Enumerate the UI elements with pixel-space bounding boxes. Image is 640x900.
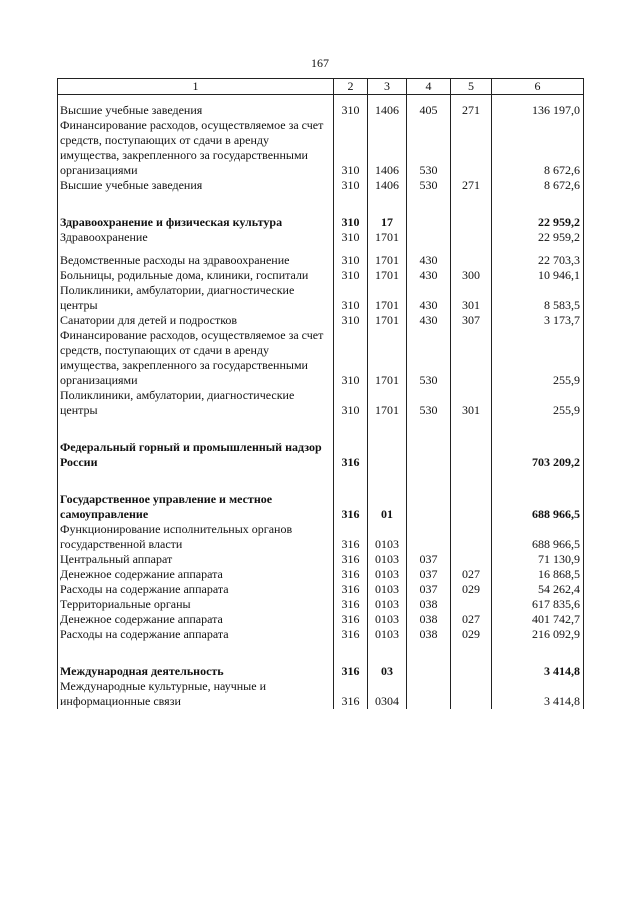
code-col-5 <box>451 597 492 612</box>
code-col-3: 1701 <box>368 253 407 268</box>
code-col-4: 037 <box>407 552 451 567</box>
code-col-2: 310 <box>334 388 368 418</box>
amount: 16 868,5 <box>492 567 584 582</box>
spacer-cell <box>492 95 584 104</box>
spacer-row <box>58 418 584 440</box>
header-col-4: 4 <box>407 79 451 95</box>
table-row <box>58 627 584 642</box>
code-col-2: 310 <box>334 328 368 388</box>
code-col-5 <box>451 522 492 552</box>
amount: 22 703,3 <box>492 253 584 268</box>
item-name: Международная деятельность <box>58 664 334 679</box>
spacer-cell <box>58 193 334 215</box>
code-col-2: 310 <box>334 253 368 268</box>
code-col-2: 316 <box>334 567 368 582</box>
code-col-2: 310 <box>334 118 368 178</box>
amount: 688 966,5 <box>492 522 584 552</box>
spacer-cell <box>334 418 368 440</box>
code-col-3 <box>368 440 407 470</box>
table-row <box>58 283 584 313</box>
table-row <box>58 522 584 552</box>
header-col-2: 2 <box>334 79 368 95</box>
code-col-4 <box>407 664 451 679</box>
code-col-4: 037 <box>407 567 451 582</box>
code-col-5: 301 <box>451 388 492 418</box>
code-col-4: 038 <box>407 627 451 642</box>
spacer-cell <box>334 245 368 253</box>
amount: 10 946,1 <box>492 268 584 283</box>
code-col-4 <box>407 440 451 470</box>
code-col-5 <box>451 253 492 268</box>
code-col-2: 316 <box>334 582 368 597</box>
spacer-cell <box>451 418 492 440</box>
code-col-5 <box>451 118 492 178</box>
code-col-2: 310 <box>334 268 368 283</box>
spacer-cell <box>407 95 451 104</box>
code-col-3: 0103 <box>368 612 407 627</box>
code-col-2: 310 <box>334 103 368 118</box>
code-col-4: 037 <box>407 582 451 597</box>
amount: 688 966,5 <box>492 492 584 522</box>
code-col-2: 310 <box>334 215 368 230</box>
code-col-5 <box>451 230 492 245</box>
item-name: Больницы, родильные дома, клиники, госпитали <box>58 268 334 283</box>
code-col-2: 316 <box>334 679 368 709</box>
item-name: Расходы на содержание аппарата <box>58 627 334 642</box>
amount: 216 092,9 <box>492 627 584 642</box>
amount: 255,9 <box>492 388 584 418</box>
table-row <box>58 313 584 328</box>
spacer-cell <box>492 642 584 664</box>
code-col-4 <box>407 215 451 230</box>
code-col-2: 310 <box>334 178 368 193</box>
item-name: Федеральный горный и промышленный надзор России <box>58 440 334 470</box>
spacer-cell <box>407 418 451 440</box>
budget-table-container <box>57 78 583 709</box>
code-col-3: 0103 <box>368 627 407 642</box>
code-col-5: 307 <box>451 313 492 328</box>
item-name: Здравоохранение <box>58 230 334 245</box>
code-col-5: 027 <box>451 567 492 582</box>
code-col-4 <box>407 522 451 552</box>
header-col-5: 5 <box>451 79 492 95</box>
spacer-cell <box>451 470 492 492</box>
code-col-4 <box>407 679 451 709</box>
item-name: Финансирование расходов, осуществляемое за счет средств, поступающих от сдачи в аренду имущества, закрепленного за государственными организациями <box>58 118 334 178</box>
budget-table <box>57 78 584 709</box>
code-col-2: 316 <box>334 597 368 612</box>
item-name: Денежное содержание аппарата <box>58 612 334 627</box>
code-col-5 <box>451 552 492 567</box>
amount: 136 197,0 <box>492 103 584 118</box>
table-row <box>58 552 584 567</box>
code-col-5 <box>451 328 492 388</box>
spacer-cell <box>58 95 334 104</box>
item-name: Поликлиники, амбулатории, диагностические центры <box>58 388 334 418</box>
amount: 8 583,5 <box>492 283 584 313</box>
spacer-cell <box>58 245 334 253</box>
code-col-3: 0103 <box>368 567 407 582</box>
spacer-cell <box>58 418 334 440</box>
spacer-cell <box>368 245 407 253</box>
table-row <box>58 664 584 679</box>
spacer-cell <box>334 470 368 492</box>
amount: 22 959,2 <box>492 215 584 230</box>
spacer-cell <box>58 470 334 492</box>
code-col-5: 271 <box>451 178 492 193</box>
spacer-cell <box>492 418 584 440</box>
spacer-row <box>58 193 584 215</box>
code-col-3: 1701 <box>368 388 407 418</box>
code-col-2: 310 <box>334 313 368 328</box>
code-col-4: 530 <box>407 178 451 193</box>
code-col-2: 310 <box>334 230 368 245</box>
table-row <box>58 582 584 597</box>
item-name: Расходы на содержание аппарата <box>58 582 334 597</box>
spacer-cell <box>58 642 334 664</box>
code-col-3: 1701 <box>368 328 407 388</box>
item-name: Денежное содержание аппарата <box>58 567 334 582</box>
code-col-3: 1701 <box>368 313 407 328</box>
item-name: Территориальные органы <box>58 597 334 612</box>
spacer-cell <box>334 95 368 104</box>
item-name: Высшие учебные заведения <box>58 178 334 193</box>
header-col-3: 3 <box>368 79 407 95</box>
table-row <box>58 388 584 418</box>
code-col-5: 029 <box>451 627 492 642</box>
table-row <box>58 597 584 612</box>
code-col-5: 301 <box>451 283 492 313</box>
amount: 3 414,8 <box>492 664 584 679</box>
code-col-2: 310 <box>334 283 368 313</box>
code-col-4: 430 <box>407 313 451 328</box>
code-col-5: 271 <box>451 103 492 118</box>
table-row <box>58 230 584 245</box>
item-name: Государственное управление и местное самоуправление <box>58 492 334 522</box>
header-col-1: 1 <box>58 79 334 95</box>
spacer-cell <box>492 193 584 215</box>
amount: 3 414,8 <box>492 679 584 709</box>
code-col-5 <box>451 440 492 470</box>
spacer-cell <box>492 470 584 492</box>
code-col-4: 405 <box>407 103 451 118</box>
code-col-3: 1701 <box>368 283 407 313</box>
item-name: Центральный аппарат <box>58 552 334 567</box>
code-col-4: 530 <box>407 328 451 388</box>
amount: 71 130,9 <box>492 552 584 567</box>
code-col-4: 430 <box>407 283 451 313</box>
code-col-5: 300 <box>451 268 492 283</box>
code-col-4: 038 <box>407 612 451 627</box>
code-col-4: 430 <box>407 253 451 268</box>
amount: 22 959,2 <box>492 230 584 245</box>
amount: 8 672,6 <box>492 178 584 193</box>
table-row <box>58 679 584 709</box>
code-col-3: 0103 <box>368 522 407 552</box>
spacer-row <box>58 245 584 253</box>
code-col-3: 0103 <box>368 582 407 597</box>
spacer-cell <box>407 245 451 253</box>
spacer-cell <box>368 95 407 104</box>
amount: 617 835,6 <box>492 597 584 612</box>
code-col-3: 1406 <box>368 118 407 178</box>
code-col-2: 316 <box>334 664 368 679</box>
item-name: Ведомственные расходы на здравоохранение <box>58 253 334 268</box>
code-col-2: 316 <box>334 612 368 627</box>
spacer-cell <box>451 245 492 253</box>
amount: 401 742,7 <box>492 612 584 627</box>
code-col-3: 1701 <box>368 268 407 283</box>
code-col-2: 316 <box>334 627 368 642</box>
table-row <box>58 492 584 522</box>
spacer-cell <box>334 642 368 664</box>
code-col-5 <box>451 664 492 679</box>
code-col-4: 530 <box>407 118 451 178</box>
amount: 255,9 <box>492 328 584 388</box>
table-body <box>58 95 584 710</box>
header-col-6: 6 <box>492 79 584 95</box>
item-name: Международные культурные, научные и информационные связи <box>58 679 334 709</box>
spacer-row <box>58 95 584 104</box>
spacer-cell <box>451 193 492 215</box>
code-col-2: 316 <box>334 440 368 470</box>
table-row <box>58 178 584 193</box>
table-row <box>58 215 584 230</box>
code-col-4: 038 <box>407 597 451 612</box>
item-name: Здравоохранение и физическая культура <box>58 215 334 230</box>
code-col-3: 1406 <box>368 103 407 118</box>
page-number: 167 <box>311 56 329 70</box>
code-col-3: 0103 <box>368 552 407 567</box>
table-row <box>58 440 584 470</box>
spacer-cell <box>368 418 407 440</box>
code-col-2: 316 <box>334 492 368 522</box>
code-col-3: 0103 <box>368 597 407 612</box>
code-col-5 <box>451 679 492 709</box>
code-col-5: 027 <box>451 612 492 627</box>
code-col-2: 316 <box>334 522 368 552</box>
item-name: Функционирование исполнительных органов государственной власти <box>58 522 334 552</box>
amount: 3 173,7 <box>492 313 584 328</box>
code-col-3: 01 <box>368 492 407 522</box>
spacer-cell <box>407 470 451 492</box>
spacer-cell <box>334 193 368 215</box>
spacer-cell <box>407 642 451 664</box>
spacer-cell <box>451 95 492 104</box>
amount: 54 262,4 <box>492 582 584 597</box>
item-name: Высшие учебные заведения <box>58 103 334 118</box>
spacer-cell <box>451 642 492 664</box>
spacer-cell <box>368 642 407 664</box>
item-name: Санатории для детей и подростков <box>58 313 334 328</box>
code-col-4: 530 <box>407 388 451 418</box>
table-row <box>58 103 584 118</box>
code-col-3: 1406 <box>368 178 407 193</box>
code-col-4: 430 <box>407 268 451 283</box>
code-col-5: 029 <box>451 582 492 597</box>
spacer-cell <box>368 193 407 215</box>
code-col-3: 1701 <box>368 230 407 245</box>
item-name: Поликлиники, амбулатории, диагностические центры <box>58 283 334 313</box>
table-row <box>58 567 584 582</box>
code-col-5 <box>451 215 492 230</box>
code-col-2: 316 <box>334 552 368 567</box>
table-row <box>58 268 584 283</box>
table-row <box>58 612 584 627</box>
code-col-4 <box>407 492 451 522</box>
amount: 703 209,2 <box>492 440 584 470</box>
table-row <box>58 253 584 268</box>
table-row <box>58 118 584 178</box>
spacer-row <box>58 642 584 664</box>
code-col-5 <box>451 492 492 522</box>
spacer-cell <box>407 193 451 215</box>
item-name: Финансирование расходов, осуществляемое за счет средств, поступающих от сдачи в аренду имущества, закрепленного за государственными организациями <box>58 328 334 388</box>
code-col-4 <box>407 230 451 245</box>
code-col-3: 03 <box>368 664 407 679</box>
header-row <box>58 79 584 95</box>
code-col-3: 0304 <box>368 679 407 709</box>
spacer-cell <box>368 470 407 492</box>
spacer-cell <box>492 245 584 253</box>
table-row <box>58 328 584 388</box>
amount: 8 672,6 <box>492 118 584 178</box>
code-col-3: 17 <box>368 215 407 230</box>
spacer-row <box>58 470 584 492</box>
